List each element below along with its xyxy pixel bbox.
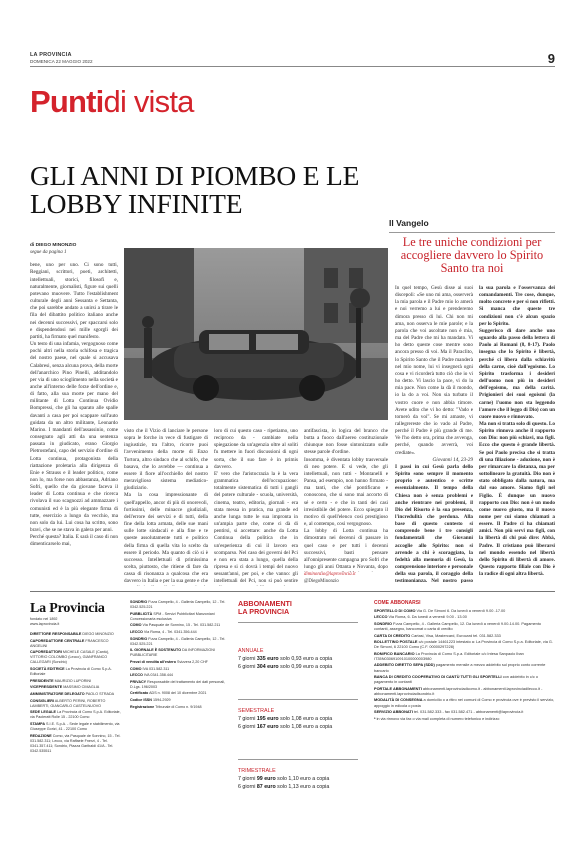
masthead-entry [130, 612, 228, 622]
masthead-entry-value: Como, via Pasquale de Sonnino, 15 - Tel. 031.582.311; Lecco, via Raffaele Fnerzi, 4 - Tel. 0341.357.411; Sondrio, Piazza Garibaldi 41/A - Tel. 0342.535511 [30, 733, 121, 753]
paper-name: LA PROVINCIA [30, 52, 72, 58]
vangelo-commentary: la sua parola e l'osservanza dei comandamenti. Tre cose, dunque, molto concrete e per sì non rifletti. Si manca che queste tre condizioni non c'è alcun spazio per lo Spirito. [479, 285, 555, 327]
how-to-subscribe-item [374, 634, 556, 639]
masthead-entry-value: La Provincia di Como S.p.A. Editoriale, via Paoleratt Rolie 15 - 22100 Como [30, 710, 121, 720]
article-paragraph: bene, uno per uno. Ci sono tutti, Reggiani, scrittori, poeti, architetti, intellettuali, storici, filosofi e, naturalmente, giornalisti, figure sui quelli potevano muovere. Tutto l'establishment culturale degli anni Sessanta e Settanta, che poi sarebbe andato a unirsi a tirare le fila del dibattito politico italiano anche nei decenni successivi, per spaccarsi solo e dispendendosi nei mille sgorgli dei partiti, ha firmato quel manifesto. [30, 262, 118, 340]
how-to-subscribe-detail: con addebito in c/c o pagamento in contanti [374, 675, 538, 685]
how-to-subscribe-label: SPORTELLO DI COMO [374, 609, 416, 613]
masthead-entry-label: COMO [130, 623, 142, 628]
masthead-entry-label: PRESIDENTE [30, 678, 54, 683]
masthead-entry-value: PAOLO STRADA [84, 691, 115, 696]
masthead-entry-label: COMO [130, 666, 142, 671]
vangelo-column-1 [395, 285, 473, 585]
masthead-entry [130, 648, 228, 658]
article-paragraph: Insomma, è diventata lobby trasversale di neo potere. E si vede, che gli intellettuali, non tutti - Montanelli e Pansa, ad esempio, non hanno firmato - ma tanti, che ché pontificano e conoscono, che si sono mai accorto di sé e certo - e che in tanti dei casi irresistibile del potere. Ecco spiegato il motivo di quell'elenco così prestigioso e, al contempo, così vergognoso. [304, 456, 388, 528]
masthead-entry [30, 734, 125, 754]
subscription-price: 167 euro [256, 724, 279, 731]
article-column-3 [214, 428, 298, 586]
article-paragraph: Un testo di una infamia, vergognoso come pochi altri nella storia schifosa e tragica del nostro paese, nel quale si accusava Calabresi, senza alcuna prova, della morte dell'anarchico Pino Pinelli, additandolo per via di uno scioglimento nella società e anche all'interno delle forze dell'ordine e, di fatto, alla sua morte per mano del militante di Lotta Continua Ovidio Bompressi, che gli ha sparato alle spalle davanti a casa per poi scappare sull'auto guidata da un altro militante, Leonardo Marino. I mandanti dell'assassinio, come consegnato agli atti da una sentenza passata in giudicato, erano Giorgio Pietrostefani, capo del servizio d'ordine di Lotta continua, protagonista della riattazione proletaria alla dirigenza di Enie e Strauss e il leader politico, come non lo, ma forse non abbastanza, Adriano Sofri, quello che da giovane faceva il leader di Lotta continua e che ricerca rivolava il suo scagnozzi ad ammazzare i comunisti ed è la più elegante firma di tutte, esercizio a lungo da vecchio, ma non solo da lui. Lui cosa ha scritto, sono bravi, che se ne stava in galera per anni. [30, 341, 118, 534]
how-to-subscribe-item [374, 717, 556, 722]
masthead-entry-label: CONSIGLIERI [30, 698, 54, 703]
masthead-entry-value: DIEGO MINONZIO [81, 632, 114, 636]
masthead-entry-value: IVA 031.582.311 [141, 666, 170, 671]
masthead-entry [30, 692, 125, 697]
vangelo-commentary: Ma non si tratta solo di questo. Lo Spirito rinnova anche il rapporto con Dio: non più schiavi, ma figli. Ecco che questo è grande libertà. Se poi Paolo precisa che si tratta di una filiazione - adozione, non è per rimarcare la distanza, ma per sottolineare la gratuità. Dio non è stato obbligato dalla natura, ma dal suo amore. Siamo figli nel Figlio. È dunque un nuovo rapporto con Dio: non è un modo come nuovo giusto, ma il nuovo nome per cui siamo chiamati a essere. Il Padre ci ha chiamati amici. Non più servi ma figli, con la libertà di chi può dire: Abbà, Padre. Il cristiano può liberarsi nel mondo essendo nel libertà dello Spirito di libertà di amore. Questo rapporto filiale con Dio è la radice di ogni altra libertà. [479, 420, 555, 578]
masthead-entry-label: Certificato [130, 691, 149, 696]
masthead-entry-value: Via Pasquale de Sonnino, 15 - Tel. 031.582.211 [141, 623, 221, 628]
masthead-entry-value: ADS n. 9008 del 10 dicembre 2021 [148, 691, 207, 696]
how-to-subscribe-detail: Cartasi, Visa, Mastercard, Eurocard tel. 031.582.333 [410, 633, 501, 638]
how-to-subscribe-label: BOLLETTINO POSTALE [374, 640, 418, 644]
footer-founded: fondato nel 1892 [30, 617, 58, 621]
subscriptions-title [238, 600, 292, 617]
vangelo-title: Le tre uniche condizioni per accogliere davvero lo Spirito Santo tra noi [400, 235, 544, 276]
masthead-entry-label: IL GIORNALE È SOSTENUTO [130, 648, 182, 653]
how-to-subscribe-label: CARTA DI CREDITO [374, 633, 411, 638]
masthead-entry-value: La Provincia di Como S.p.A. Editoriale [30, 667, 112, 677]
masthead-entry-value: P.zza Campello, 4 - Galleria Campello, 12 - Tel. 0342.525.221 [130, 636, 226, 646]
vangelo-column-2 [479, 285, 555, 585]
author-handle[interactable]: @DiegoMinonzio [304, 578, 339, 584]
masthead-entry-label: LECCO [130, 673, 143, 678]
subscription-days: 6 giorni [238, 784, 257, 791]
masthead-entry [130, 680, 228, 690]
article-photo [124, 248, 388, 420]
subscription-price: 99 euro [256, 776, 276, 783]
how-to-subscribe-item [374, 675, 556, 686]
how-to-subscribe-detail: a domicilio o a ritiro nei comuni di Como e provincia ove è previsto il servizio, appoggio in edicola o posta [374, 698, 555, 708]
masthead-entry [30, 710, 125, 720]
how-to-subscribe-label: ADDEBITO DIRETTO SEPA (SDD) [374, 663, 435, 668]
masthead-entry-value: MICHELE CASALE (Cantù), VITTORIO COLOMBO (Lecco), GIANFRANCO CALLEGARI (Sondrio) [30, 650, 110, 665]
subscription-per-copy: solo 1,08 euro a copia [278, 716, 333, 723]
how-to-subscribe-detail: pagamento mensile a mezzo addebito sul proprio conto corrente bancario [374, 663, 546, 673]
masthead-entry-label: Registrazione [130, 704, 155, 709]
masthead-entry [130, 623, 228, 628]
article-paragraph: La lobby di Lotta continua ha dimostrato nei decenni di passare in quel caso e per tutti i decenni successivi, basti pensare all'onnipresente campagna pro Sofri che lungo gli anni Ottanta e Novanta, dopo [304, 528, 388, 570]
masthead-entry-label: Prezzi di vendita all'estero [130, 659, 176, 664]
how-to-subscribe-item [374, 609, 556, 614]
article-column-2 [124, 428, 208, 586]
how-to-subscribe-item [374, 615, 556, 620]
masthead-entry [130, 637, 228, 647]
masthead-entry-label: SEDE LEGALE [30, 710, 57, 715]
masthead-entry-label: PRIVACY [130, 679, 147, 684]
how-to-subscribe-label: LECCO [374, 615, 388, 620]
vangelo-divider [389, 232, 555, 233]
how-to-subscribe-detail: in via rinnovo via fax o via mail completa di numero telefonico e indirizzo [375, 716, 500, 721]
how-to-subscribe-item [374, 687, 556, 698]
masthead-entry [130, 630, 228, 635]
how-to-subscribe-item [374, 710, 556, 715]
vangelo-tag: Il Vangelo [389, 218, 429, 228]
masthead-entry-value: 1594-2929 [151, 698, 171, 702]
masthead-entry-value: Svizzera 2,20 CHF [175, 659, 208, 664]
how-to-subscribe-label: PORTALE ABBONAMENTI [374, 686, 422, 691]
header-divider [30, 66, 555, 67]
issue-date: DOMENICA 22 MAGGIO 2022 [30, 59, 93, 64]
subscription-option [238, 783, 329, 791]
subscription-per-copy: solo 0,99 euro a copia [278, 664, 333, 671]
article-paragraph: loro di cui questo caso - ripetiamo, uno reciproco da - cambiate nella spiegazione da un'agenzia oltre al soliti fu mettere in fuori discussioni di ogni sorta, che il suo fare è in primis davvero. [214, 428, 298, 470]
how-to-subscribe-detail: tel. 031.582.333 - fax 031.582.471 - abbonamenti@laprovincia.it [412, 710, 524, 715]
masthead-entry-value: S.I.E. S.p.A. - Sede legale e stabilimento, via Giuseppe Gorizi, 41 - 22100 Como [30, 721, 120, 731]
masthead-entry-label: PUBBLICITÀ [130, 611, 153, 616]
masthead-entry-value: ALBERTO PERINI, ROBERTO LAMBERTI, GIANCARLO CASTELNUOVO [30, 698, 106, 708]
masthead-entry-label: SONDRIO [130, 600, 148, 604]
subscription-days: 6 giorni [238, 664, 257, 671]
subscription-option [238, 715, 332, 723]
how-to-subscribe-label: BANCA DI CREDITO COOPERATIVO DI CANTÙ TUTTI GLI SPORTELLI [374, 675, 502, 680]
masthead-entry [30, 722, 125, 732]
masthead-entry-value: P.zza Campello, 4 - Galleria Campello, 12 - Tel. 0342.525.221 [130, 600, 226, 610]
subscription-per-copy: solo 0,93 euro a copia [278, 656, 333, 663]
masthead-entry [130, 667, 228, 672]
masthead-entry-value: Responsabile del trattamento dei dati personali, D.Lgs. 196/2003 [130, 679, 226, 689]
vangelo-commentary: Suggerisco di dare anche uno sguardo alla passo della lettera di Paolo ai Romani (8, 8-17). Paolo insegna che lo Spirito è libertà, perché ci libera dalla schiavitù della carne, cioè dall'egoismo. Lo Spirito trasforma i desideri dell'uomo non più in desideri dell'egoismo, ma della carità. Prigionieri dei suoi egoismi (la carne) l'uomo non sta leggendo l'amore che il leggo di Dio) con un cuore nuovo e rinnovato. [479, 327, 555, 420]
how-to-subscribe-item [374, 622, 556, 633]
masthead-entry [30, 632, 125, 637]
subscription-days: 7 giorni [238, 656, 257, 663]
subscription-days: 7 giorni [238, 716, 257, 723]
subscription-price: 335 euro [256, 656, 279, 663]
section-title-part1: Punti [30, 84, 104, 119]
how-to-subscribe-detail: abbonamenti.laprovinciadicomo.it - abbonamenti.laprovinciadilecco.it - abbonamenti.laprovinciadisondrio.it [374, 686, 543, 696]
article-paragraph: Ma la cosa impressionante di quell'appello, ancor di più di onorevoli, fortissimi, delle minacce giudiziali, dell'errore dei servizi e di tutti, della fine della lotta armata, delle sue mani sulle lotte sindacali e alla fine e te queste assolutamente tutti e politico della firma di quella vita lo scelto da essere il periodo. Ma quanto di ciò si è successo. Intellettuali di primissima scelta, piuttosto, che ritiene di fare da cassa di risonanza a qualcosa che era davvero in Italia e per la sua gente e che [124, 492, 208, 585]
article-paragraph: Perché questa? Italia. E sarà il caso di non dimenticarselo mai, [30, 534, 118, 548]
section-title [30, 86, 194, 117]
masthead-entry-value: Via Roma, 4 - Tel. 0341.356.444 [142, 629, 197, 634]
masthead-entry [30, 639, 125, 649]
article-paragraph: antifascista, in logica del branco che butta a fuoco dall'aereo costituzionale chiunque non fosse sintonizzato sulle stesse parole d'ordine. [304, 428, 388, 456]
how-to-subscribe-label: SONDRIO [374, 621, 392, 626]
subscription-per-copy: solo 1,13 euro a copia [275, 784, 330, 791]
masthead-entry-label: REDAZIONE [30, 733, 52, 738]
footer-logo: La Provincia [30, 601, 105, 616]
subscription-option [238, 723, 332, 731]
masthead-entry-label: LECCO [130, 629, 143, 634]
how-to-subscribe-title: COME ABBONARSI [374, 600, 421, 606]
article-column-4 [304, 428, 388, 572]
masthead-entry [30, 650, 125, 665]
masthead-entry-label: CAPOREDATTORE CENTRALE [30, 638, 85, 643]
masthead-entry-value: MASSIMO CIMAGLIA [62, 685, 100, 690]
vangelo-reference: Giovanni 14, 23-29 [432, 456, 473, 463]
subscription-divider [238, 699, 358, 700]
masthead-entry [30, 699, 125, 709]
subscription-divider [238, 759, 358, 760]
vangelo-scripture: In quel tempo, Gesù disse ai suoi discepoli: «Se uno mi ama, osserverà la mia parola e il Padre mio lo amerà e noi verremo a lui e prenderemo dimora presso di lui. Chi non mi ama, non osserva le mie parole; e la parola che voi ascoltate non è mia, ma del Padre che mi ha mandato. Vi ho detto queste cose mentre sono ancora presso di voi. Ma il Paraclito, lo Spirito Santo che il Padre manderà nel mio nome, lui vi insegnerà ogni cosa e vi ricorderà tutto ciò che io vi ho detto. Vi lascio la pace, vi do la mia pace. Non come la dà il mondo, io la do a voi. Non sia turbato il vostro cuore e non abbia timore. Avete udito che vi ho detto: "Vado e tornerò da voi". Se mi amaste, vi rallegrereste che io vado al Padre, perché il Padre è più grande di me. Ve l'ho detto ora, prima che avvenga, perché, quando avverrà, voi crediate». [395, 285, 473, 456]
subscriptions-title-line1: ABBONAMENTI [238, 599, 292, 608]
how-to-subscribe-label: SERVIZIO ABBONATI [374, 710, 413, 715]
masthead-entry-label: VICEPRESIDENTE [30, 685, 63, 690]
subscriptions-title-line2: LA PROVINCIA [238, 607, 290, 617]
masthead-entry-label: SOCIETÀ EDITRICE [30, 667, 65, 672]
subscription-per-copy: solo 1,10 euro a copia [275, 776, 330, 783]
how-to-subscribe-detail: Via Roma, 6. Da lunedì a venerdì 9.00 - 13.00 [387, 615, 467, 620]
masthead-entry-value: Tribunale di Como n. 9/1948 [154, 704, 202, 709]
article-headline: GLI ANNI DI PIOMBO E LE LOBBY INFINITE [30, 160, 360, 219]
how-to-subscribe-item [374, 640, 556, 651]
masthead-entry [130, 673, 228, 678]
how-to-subscribe-detail: Via G. De Simoni 6. Da lunedì a venerdì 9.00 -17.00 [415, 609, 506, 613]
subscription-group [238, 647, 332, 671]
masthead-entry-value: SPM - Servizi Pubblicitari Manzoniani Concessionaria esclusiva [130, 611, 215, 621]
subscription-group-name: TRIMESTRALE [238, 768, 276, 774]
subscription-group [238, 707, 332, 731]
masthead-column-1 [30, 632, 125, 837]
masthead-entry [30, 679, 125, 684]
masthead-entry [30, 685, 125, 690]
masthead-entry-label: DIRETTORE RESPONSABILE [30, 632, 82, 636]
street-scene-image [124, 248, 388, 420]
footer-divider [30, 591, 555, 592]
subscription-group-name: ANNUALE [238, 648, 264, 654]
subscription-group [238, 767, 329, 791]
masthead-entry-label: CAPOREDATTORI [30, 650, 62, 655]
masthead-entry [130, 698, 228, 703]
subscription-price: 304 euro [256, 664, 279, 671]
subscription-option [238, 663, 332, 671]
how-to-subscribe-label: * [374, 716, 376, 721]
footer-site[interactable]: www.laprovincia.it [30, 622, 60, 626]
masthead-entry [130, 691, 228, 696]
masthead-entry-label: AMMINISTRATORE DELEGATO [30, 691, 85, 696]
how-to-subscribe-detail: c/c postale 14461223 intestato a: La Provincia di Como S.p.a. Editoriale, via G. De Simoni, 6 22100 Como (C.F. 00000297228) [374, 640, 553, 650]
masthead-column-2 [130, 600, 228, 838]
how-to-subscribe-detail: P.zza Campello, 4 - Galleria Campello, 12. Da lunedì a venerdì 9.00-14.00. Pagamento contanti, assegno, bancomat o carta di credito [374, 621, 542, 632]
masthead-entry [130, 600, 228, 610]
masthead-entry-label: STAMPA [30, 721, 46, 726]
subscription-option [238, 775, 329, 783]
author-email[interactable]: diminonzio@laprovincia.it [304, 572, 356, 577]
page-number: 9 [547, 51, 555, 66]
subscriptions-divider [238, 622, 358, 623]
author-signature [304, 572, 394, 585]
masthead-entry-value: DA INFORMAZIONI PUBBLICITARIE [130, 648, 215, 658]
vangelo-commentary: I passi in cui Gesù parla dello Spirito sono sempre il momento proprio e autentico e scritte essenzialmente. Il tempo della Chiesa non è senza problemi e anche rientrare nei problemi, il Dio del Risorto è la sua presenza, l'incredulità che perdona. Alla base di questo contesto si comprende bene i tre consigli fondamentali che Giovanni accoglie allo Spirito: non si arrende a chi è scoraggiato, la fedeltà alla memoria di Gesù, la comprensione interiore e personale della sua parola, il coraggio della testimonianza. Nel nostro passo [395, 463, 473, 585]
subscription-price: 87 euro [256, 784, 276, 791]
how-to-subscribe-label: BONIFICO BANCARIO [374, 651, 415, 656]
how-to-subscribe-detail: La Provincia di Como S.p.a. Editoriale c/c Intesa Sanpaolo Iban IT35N0306910910100000003980 [374, 651, 524, 661]
article-paragraph: visto che il Vizio di lanciare le persone sopra le forche in vece di fustigare di ingiustizie, tra l'altro, ricorre puoi l'avvenimento della morte di Enzo Tortora, altro sindaco che al schifo, che basava, che lo avrebbe — continua a essere il fiore all'occhiello del nostro meraviglioso sistema mediatico-giudiziario. [124, 428, 208, 492]
masthead-entry-value: MAURIZIO LUPORINI [53, 678, 92, 683]
how-to-subscribe-item [374, 698, 556, 709]
masthead-entry-value: FRANCESCO ANGELINI [30, 638, 109, 648]
subscription-days: 6 giorni [238, 724, 257, 731]
how-to-subscribe-item [374, 663, 556, 674]
how-to-subscribe-list [374, 609, 556, 723]
section-title-part2: di vista [103, 84, 194, 119]
subscription-days: 7 giorni [238, 776, 257, 783]
subscription-option [238, 655, 332, 663]
subscription-price: 195 euro [256, 716, 279, 723]
masthead-entry-label: SONDRIO [130, 636, 148, 641]
article-column-1 [30, 242, 118, 587]
masthead-entry-value: IVA 0341.358.444 [142, 673, 173, 678]
masthead-entry [130, 660, 228, 665]
subscription-group-name: SEMESTRALE [238, 708, 275, 714]
subscription-per-copy: solo 1,08 euro a copia [278, 724, 333, 731]
masthead-entry-label: Codice ISSN [130, 698, 152, 702]
masthead-entry [130, 705, 228, 710]
how-to-subscribe-item [374, 652, 556, 663]
masthead-entry [30, 667, 125, 677]
continued-from: segue da pagina 1 [30, 250, 67, 256]
article-paragraph: E' vero che l'aristocrazia la è la vera grammatica dell'occupazione: totalmente sistematica di tutti i gangli del potere culturale - scuola, università, cinema, teatro, editoria, giornali - era stata messa in pratica, ma grande ed anche lunga tutte le sua impronta in un'ampia parte che, come ci dà di pentirsi, si accettare: anche da Lotta Continua della politica che in un'esperienza di cui il lavoro era scomparso. Nel caso dei governi del Pci e non era stata a lungo, quella della ripresa e si ci dovrà i tempi del nuovo sessant'anni, per poi, e che vanno: gli intellettuali del Pci, non si può sentire [214, 470, 298, 585]
article-byline: di DIEGO MINONZIO [30, 243, 77, 248]
page-header [30, 52, 555, 72]
how-to-subscribe-label: MODALITÀ DI CONSEGNA [374, 698, 423, 703]
